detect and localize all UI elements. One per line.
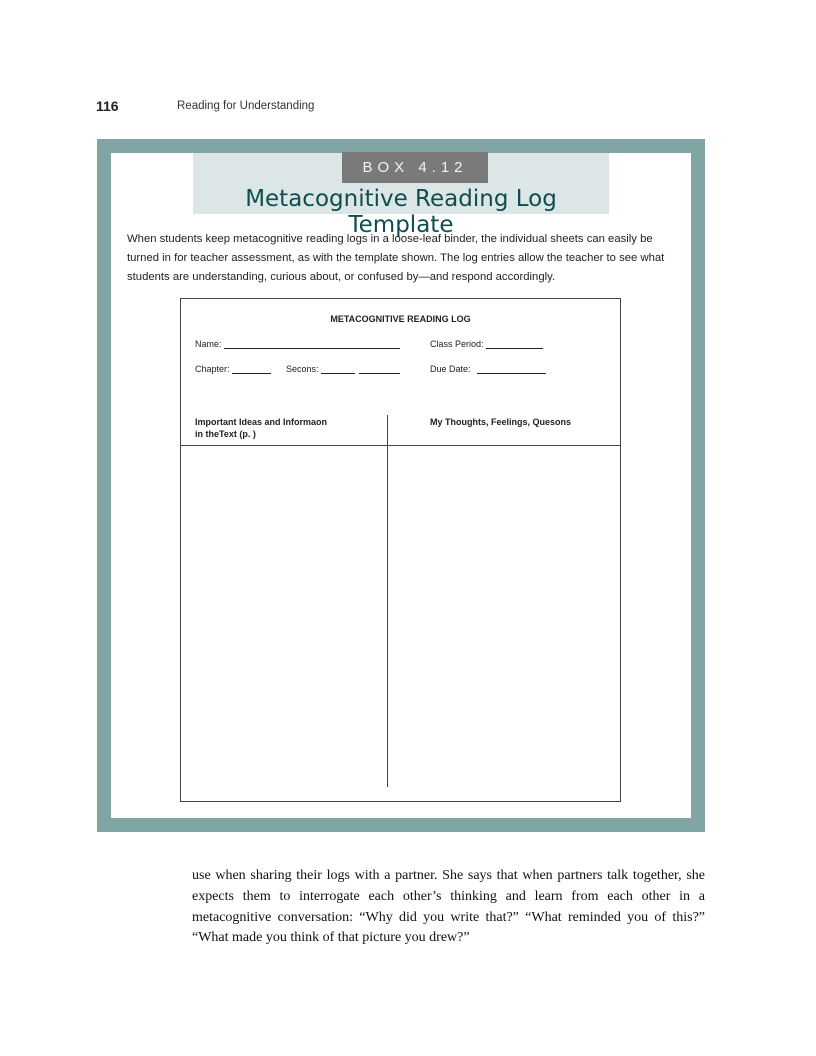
body-paragraph: use when sharing their logs with a partner. She says that when partners talk together, she expects them to interrogate each other’s thinking and learn from each other in a metacognitive conversation: “Why did you write that?” “What reminded you of this?” “What made you think of that picture you drew?” xyxy=(192,868,705,946)
left-column-header xyxy=(195,416,327,440)
reading-log-form xyxy=(180,298,621,802)
page-number: 116 xyxy=(96,98,119,114)
box-content xyxy=(111,153,691,818)
name-blank xyxy=(224,339,400,349)
class-period-label: Class Period: xyxy=(430,339,484,349)
chapter-label: Chapter: xyxy=(195,364,230,374)
name-label: Name: xyxy=(195,339,222,349)
form-title: METACOGNITIVE READING LOG xyxy=(330,314,471,324)
name-field xyxy=(195,339,400,349)
chapter-blank xyxy=(232,364,271,374)
sections-label: Secons: xyxy=(286,364,319,374)
due-date-label: Due Date: xyxy=(430,364,471,374)
running-head: Reading for Understanding xyxy=(177,100,315,112)
due-date-blank xyxy=(477,364,546,374)
class-period-field xyxy=(430,339,543,349)
left-column-header-line1: Important Ideas and Informaon xyxy=(195,417,328,427)
box-title: Metacognitive Reading Log Template xyxy=(245,186,557,238)
left-column-header-line2: in theText (p. ) xyxy=(195,429,256,439)
sections-blank-1 xyxy=(321,364,355,374)
right-column-header: My Thoughts, Feelings, Quesons xyxy=(430,417,572,427)
box-frame xyxy=(97,139,705,832)
chapter-field xyxy=(195,364,271,374)
class-period-blank xyxy=(486,339,543,349)
sections-blank-2 xyxy=(359,364,400,374)
due-date-field xyxy=(430,364,546,374)
header-divider xyxy=(181,445,620,446)
box-intro-text: When students keep metacognitive reading logs in a loose-leaf binder, the individual sheets can easily be turned in for teacher assessment, as with the template shown. The log entries allow the teacher to see what students are understanding, curious about, or confused by—and respond accordingly. xyxy=(127,233,665,283)
box-label: BOX 4.12 xyxy=(342,152,488,183)
column-divider xyxy=(387,415,388,787)
sections-field xyxy=(286,364,400,374)
